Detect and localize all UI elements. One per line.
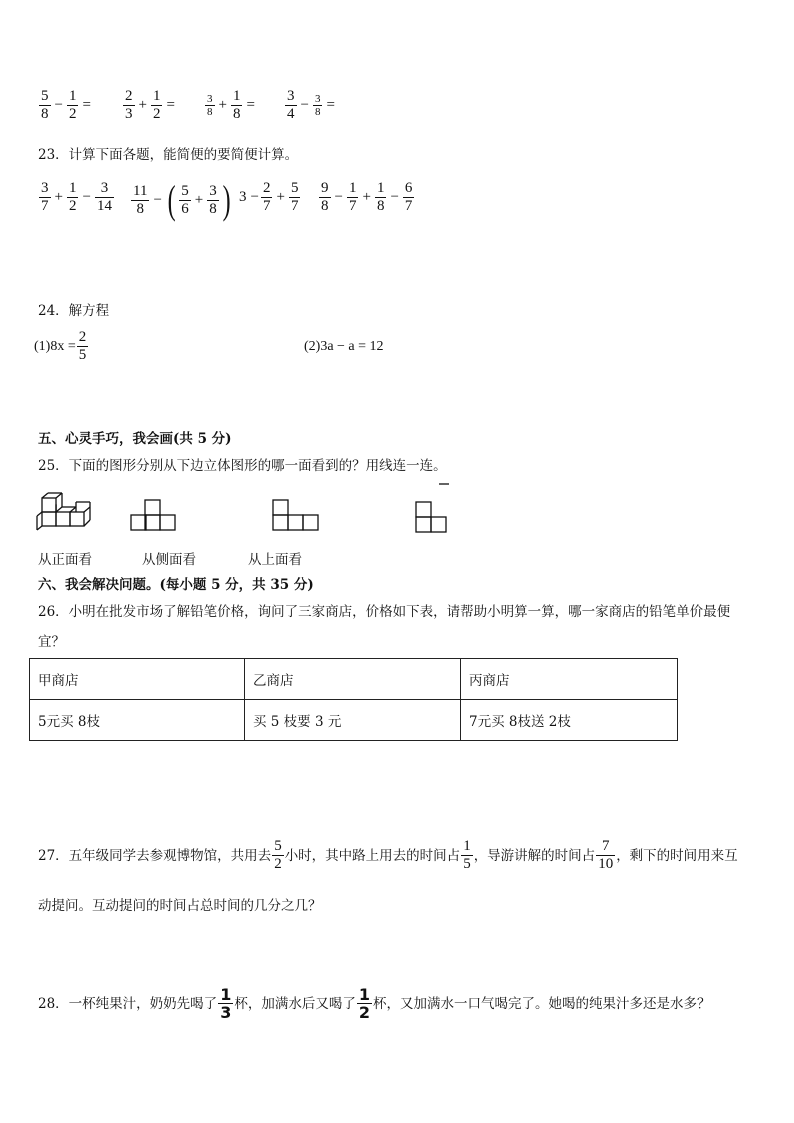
q28-line: 28．一杯纯果汁，奶奶先喝了 $\frac{1}{3}$ 杯，加满水后又喝了 $\frac{1}{2}$ 杯，又加满水一口气喝完了。她喝的纯果汁多还是水多？ <box>38 985 711 1022</box>
q23-expressions <box>38 177 478 224</box>
table-header-cell: 乙商店 <box>245 659 461 700</box>
q23-title: 23．计算下面各题，能简便的要简便计算。 <box>38 147 299 163</box>
table-row <box>30 659 678 700</box>
q25-text: 25．下面的图形分别从下边立体图形的哪一面看到的？用线连一连。 <box>38 458 447 474</box>
table-header-cell: 甲商店 <box>30 659 245 700</box>
q23-expr-4: $\frac{9}{8}$ − $\frac{1}{7}$ + $\frac{1}{8}$ − $\frac{6}{7}$ <box>321 180 413 214</box>
table-header-cell: 丙商店 <box>461 659 678 700</box>
q23-expr-3: 3 − $\frac{2}{7}$ + $\frac{5}{7}$ <box>239 180 299 214</box>
q27-line2: 动提问。互动提问的时间占总时间的几分之几？ <box>38 898 322 914</box>
table-cell: 买 5 枝要 3 元 <box>245 700 461 741</box>
q24-equation-1: (1)8x = $\frac{2}{5}$ <box>34 329 87 363</box>
q23-expr-1: $\frac{3}{7}$ + $\frac{1}{2}$ − $\frac{3}{14}$ <box>41 180 112 214</box>
table-cell: 7元买 8枝送 2枝 <box>461 700 678 741</box>
calc-item: $\frac{3}{4}$ − $\frac{3}{8}$ = <box>287 88 335 122</box>
q26-line2: 宜？ <box>38 634 65 650</box>
view-front-image <box>130 498 176 532</box>
view-top-image <box>413 480 449 540</box>
price-table <box>29 658 678 741</box>
q23-expr-2: $\frac{11}{8}$ − ( $\frac{5}{6}$ + $\frac{3}{8}$ ) <box>133 177 231 222</box>
q27-line1: 27．五年级同学去参观博物馆，共用去 $\frac{5}{2}$ 小时，其中路上用去的时间占 $\frac{1}{5}$ ，导游讲解的时间占 $\frac{7}{10}$ ，剩下的时间用来互 <box>38 838 738 872</box>
section6-heading: 六、我会解决问题。(每小题 5 分，共 35 分) <box>38 577 314 593</box>
table-cell: 5元买 8枝 <box>30 700 245 741</box>
q24-title: 24．解方程 <box>38 303 110 319</box>
q24-equation-2: (2)3a − a = 12 <box>304 339 384 354</box>
view-label-top: 从上面看 <box>248 552 302 568</box>
fraction: $\frac{5}{8}$ <box>41 88 49 122</box>
view-side-image <box>272 498 320 534</box>
section5-heading: 五、心灵手巧，我会画(共 5 分) <box>38 431 232 447</box>
view-label-side: 从侧面看 <box>142 552 196 568</box>
q26-line1: 26．小明在批发市场了解铅笔价格，询问了三家商店，价格如下表，请帮助小明算一算，哪一家商店的铅笔单价最便 <box>38 604 731 620</box>
fraction: $\frac{1}{2}$ <box>68 88 77 122</box>
solid-figure-image <box>36 492 100 534</box>
calc-item: $\frac{3}{8}$ + $\frac{1}{8}$ = <box>207 88 255 122</box>
calc-item: $\frac{2}{3}$ + $\frac{1}{2}$ = <box>125 88 175 122</box>
view-label-front: 从正面看 <box>38 552 92 568</box>
table-row <box>30 700 678 741</box>
calc-item: $\frac{5}{8}$ − $\frac{1}{2}$ = <box>41 88 91 122</box>
